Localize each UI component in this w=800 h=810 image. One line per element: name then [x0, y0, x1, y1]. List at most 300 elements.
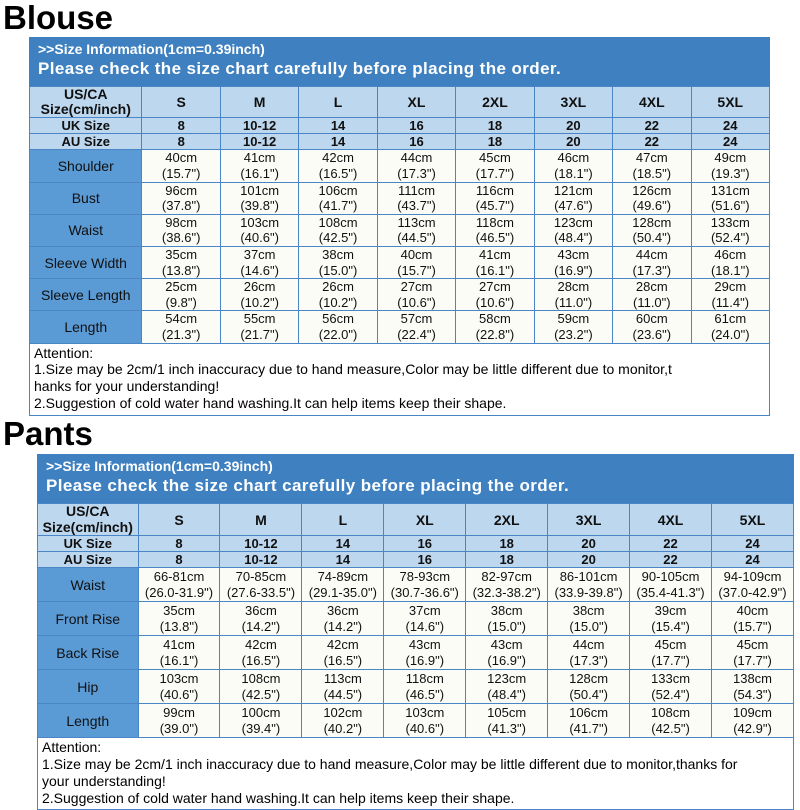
- inch-value: (37.8"): [161, 198, 201, 214]
- table-row: [30, 134, 770, 150]
- measurement-cell: [548, 568, 630, 602]
- us-ca-line1: US/CA: [65, 503, 110, 520]
- cm-value: 61cm: [714, 311, 747, 327]
- attention-line: 2.Suggestion of cold water hand washing.It can help items keep their shape.: [42, 789, 515, 806]
- inch-value: (15.7"): [733, 618, 772, 634]
- cm-value: 118cm: [405, 671, 444, 687]
- inch-value: (11.4"): [711, 294, 750, 310]
- table-row: [38, 636, 794, 670]
- cm-value: 27cm: [479, 279, 511, 295]
- cm-value: 36cm: [326, 603, 359, 619]
- cm-value: 123cm: [553, 214, 593, 230]
- cm-value: 66-81cm: [153, 569, 205, 585]
- measurement-cell: [534, 150, 612, 182]
- cm-value: 56cm: [322, 311, 354, 327]
- size-value-cell: 20: [548, 536, 630, 552]
- row-label: Waist: [30, 214, 142, 246]
- inch-value: (42.9"): [733, 720, 772, 736]
- inch-value: (10.2"): [318, 294, 358, 310]
- inch-value: (18.5"): [632, 166, 672, 182]
- inch-value: (47.6"): [554, 198, 593, 214]
- inch-value: (16.5"): [318, 166, 358, 182]
- measurement-cell: [548, 670, 630, 704]
- table-row: [30, 182, 770, 214]
- inch-value: (15.4"): [651, 618, 690, 634]
- inch-value: (22.0"): [318, 326, 358, 342]
- measurement-cell: [630, 568, 712, 602]
- table-row: [30, 279, 770, 311]
- size-header-cell: S: [138, 504, 220, 536]
- inch-value: (15.0"): [487, 618, 526, 634]
- inch-value: (23.2"): [554, 326, 593, 342]
- size-header-cell: 3XL: [534, 86, 612, 118]
- measurement-cell: [377, 246, 455, 278]
- cm-value: 43cm: [557, 246, 590, 262]
- measurement-cell: [466, 670, 548, 704]
- size-header-cell: M: [220, 86, 298, 118]
- inch-value: (46.5"): [405, 686, 445, 702]
- inch-value: (17.7"): [733, 652, 772, 668]
- cm-value: 131cm: [710, 182, 750, 198]
- measurement-cell: [456, 182, 534, 214]
- cm-value: 41cm: [163, 637, 195, 653]
- size-value-cell: 8: [142, 134, 220, 150]
- size-chart-notice: Please check the size chart carefully before placing the order.: [46, 476, 570, 496]
- inch-value: (17.7"): [651, 652, 690, 668]
- inch-value: (51.6"): [710, 198, 750, 214]
- inch-value: (52.4"): [651, 686, 690, 702]
- measurement-cell: [712, 704, 794, 738]
- measurement-cell: [302, 670, 384, 704]
- size-value-cell: 14: [302, 536, 384, 552]
- cm-value: 133cm: [710, 214, 750, 230]
- measurement-cell: [384, 568, 466, 602]
- measurement-cell: [548, 704, 630, 738]
- inch-value: (9.8"): [165, 294, 197, 310]
- us-ca-line1: US/CA: [63, 85, 108, 102]
- cm-value: 44cm: [635, 246, 668, 262]
- measurement-cell: [138, 602, 220, 636]
- cm-value: 25cm: [165, 279, 198, 295]
- inch-value: (11.0"): [633, 294, 671, 310]
- inch-value: (27.6-33.5"): [226, 584, 296, 600]
- cm-value: 37cm: [408, 603, 441, 619]
- size-header-cell: 3XL: [548, 504, 630, 536]
- cm-value: 38cm: [572, 603, 605, 619]
- inch-value: (26.0-31.9"): [144, 584, 214, 600]
- cm-value: 96cm: [165, 182, 198, 198]
- inch-value: (16.1"): [159, 652, 199, 668]
- cm-value: 43cm: [490, 637, 523, 653]
- cm-value: 100cm: [241, 705, 281, 721]
- measurement-cell: [534, 182, 612, 214]
- size-header-cell: M: [220, 504, 302, 536]
- cm-value: 113cm: [397, 214, 436, 230]
- pants-title: Pants: [3, 414, 93, 452]
- cm-value: 40cm: [400, 246, 433, 262]
- inch-value: (16.1"): [475, 262, 515, 278]
- inch-value: (19.3"): [710, 166, 750, 182]
- size-value-cell: 20: [548, 552, 630, 568]
- size-value-cell: 18: [456, 134, 534, 150]
- size-value-cell: 14: [302, 552, 384, 568]
- size-header-cell: XL: [377, 86, 455, 118]
- cm-value: 59cm: [557, 311, 590, 327]
- table-row: [38, 552, 794, 568]
- measurement-cell: [299, 311, 377, 343]
- measurement-cell: [691, 246, 769, 278]
- inch-value: (40.6"): [405, 720, 445, 736]
- measurement-cell: [220, 311, 298, 343]
- inch-value: (45.7"): [475, 198, 515, 214]
- inch-value: (35.4-41.3"): [636, 584, 705, 600]
- measurement-cell: [142, 246, 220, 278]
- inch-value: (10.2"): [240, 294, 279, 310]
- table-row: [30, 118, 770, 134]
- measurement-cell: [630, 670, 712, 704]
- measurement-cell: [302, 704, 384, 738]
- row-label: Waist: [38, 568, 139, 602]
- table-row: [30, 311, 770, 343]
- measurement-cell: [384, 670, 466, 704]
- size-value-cell: 16: [384, 536, 466, 552]
- table-row: [30, 246, 770, 278]
- row-label: AU Size: [30, 134, 142, 150]
- measurement-cell: [220, 279, 298, 311]
- measurement-cell: [630, 704, 712, 738]
- cm-value: 98cm: [165, 214, 198, 230]
- measurement-cell: [534, 311, 612, 343]
- pants-attention-note: [37, 738, 794, 810]
- attention-line: 1.Size may be 2cm/1 inch inaccuracy due to hand measure,Color may be little different due to monitor,thanks for: [42, 755, 738, 772]
- cm-value: 43cm: [408, 637, 441, 653]
- row-label: Front Rise: [38, 602, 139, 636]
- cm-value: 35cm: [163, 603, 195, 619]
- row-label: Shoulder: [30, 150, 142, 182]
- inch-value: (44.5"): [323, 686, 363, 702]
- measurement-cell: [220, 568, 302, 602]
- measurement-cell: [456, 311, 534, 343]
- size-header-cell: S: [142, 86, 220, 118]
- size-value-cell: 16: [377, 134, 455, 150]
- cm-value: 108cm: [651, 705, 691, 721]
- inch-value: (33.9-39.8"): [554, 584, 623, 600]
- cm-value: 103cm: [240, 214, 280, 230]
- size-value-cell: 16: [377, 118, 455, 134]
- cm-value: 118cm: [475, 214, 514, 230]
- measurement-cell: [220, 182, 298, 214]
- row-label: Length: [38, 704, 139, 738]
- measurement-cell: [220, 214, 298, 246]
- inch-value: (32.3-38.2"): [472, 584, 541, 600]
- measurement-cell: [534, 279, 612, 311]
- size-header-cell: L: [299, 86, 377, 118]
- inch-value: (16.5"): [241, 652, 281, 668]
- inch-value: (17.3"): [569, 652, 608, 668]
- inch-value: (14.2"): [323, 618, 363, 634]
- measurement-cell: [377, 279, 455, 311]
- row-label: AU Size: [38, 552, 139, 568]
- cm-value: 106cm: [318, 182, 358, 198]
- attention-line: 2.Suggestion of cold water hand washing.It can help items keep their shape.: [34, 394, 507, 411]
- cm-value: 86-101cm: [559, 569, 618, 585]
- inch-value: (40.6"): [240, 230, 279, 246]
- measurement-cell: [220, 670, 302, 704]
- size-value-cell: 18: [466, 552, 548, 568]
- us-ca-size-header: [30, 86, 142, 118]
- cm-value: 45cm: [736, 637, 769, 653]
- attention-line: Attention:: [42, 739, 102, 756]
- cm-value: 54cm: [165, 311, 198, 327]
- blouse-table-block: [29, 37, 770, 416]
- measurement-cell: [691, 214, 769, 246]
- inch-value: (24.0"): [710, 326, 750, 342]
- size-chart-notice: Please check the size chart carefully before placing the order.: [38, 58, 562, 78]
- cm-value: 44cm: [400, 150, 433, 166]
- cm-value: 26cm: [322, 279, 354, 295]
- us-ca-size-header: [38, 504, 139, 536]
- measurement-cell: [220, 636, 302, 670]
- inch-value: (42.5"): [651, 720, 690, 736]
- size-value-cell: 20: [534, 118, 612, 134]
- cm-value: 133cm: [651, 671, 691, 687]
- inch-value: (22.8"): [475, 326, 515, 342]
- inch-value: (40.6"): [159, 686, 199, 702]
- measurement-cell: [142, 150, 220, 182]
- measurement-cell: [456, 150, 534, 182]
- inch-value: (18.1"): [554, 166, 593, 182]
- measurement-cell: [548, 636, 630, 670]
- measurement-cell: [377, 182, 455, 214]
- inch-value: (16.9"): [405, 652, 445, 668]
- inch-value: (41.7"): [569, 720, 608, 736]
- cm-value: 27cm: [400, 279, 433, 295]
- measurement-cell: [456, 246, 534, 278]
- size-header-cell: XL: [384, 504, 466, 536]
- size-value-cell: 24: [712, 536, 794, 552]
- inch-value: (50.4"): [632, 230, 672, 246]
- cm-value: 57cm: [400, 311, 433, 327]
- cm-value: 41cm: [243, 150, 276, 166]
- row-label: Length: [30, 311, 142, 343]
- measurement-cell: [548, 602, 630, 636]
- measurement-cell: [299, 182, 377, 214]
- cm-value: 113cm: [323, 671, 362, 687]
- inch-value: (46.5"): [475, 230, 515, 246]
- row-label: Hip: [38, 670, 139, 704]
- cm-value: 121cm: [553, 182, 593, 198]
- measurement-cell: [691, 182, 769, 214]
- measurement-cell: [691, 311, 769, 343]
- row-label: Bust: [30, 182, 142, 214]
- inch-value: (48.4"): [554, 230, 593, 246]
- measurement-cell: [138, 636, 220, 670]
- inch-value: (38.6"): [161, 230, 201, 246]
- table-row: [38, 568, 794, 602]
- us-ca-line2: Size(cm/inch): [42, 518, 133, 535]
- cm-value: 47cm: [635, 150, 668, 166]
- cm-value: 103cm: [405, 705, 445, 721]
- measurement-cell: [142, 311, 220, 343]
- inch-value: (15.0"): [569, 618, 608, 634]
- cm-value: 126cm: [632, 182, 672, 198]
- inch-value: (41.3"): [487, 720, 526, 736]
- cm-value: 35cm: [165, 246, 198, 262]
- inch-value: (13.8"): [159, 618, 199, 634]
- measurement-cell: [613, 279, 691, 311]
- table-row: [30, 150, 770, 182]
- cm-value: 41cm: [479, 246, 511, 262]
- measurement-cell: [299, 279, 377, 311]
- inch-value: (17.7"): [475, 166, 515, 182]
- pants-size-table: [37, 503, 794, 738]
- size-value-cell: 20: [534, 134, 612, 150]
- size-information-heading: >>Size Information(1cm=0.39inch): [38, 40, 265, 57]
- measurement-cell: [534, 214, 612, 246]
- inch-value: (49.6"): [632, 198, 672, 214]
- cm-value: 103cm: [159, 671, 199, 687]
- inch-value: (30.7-36.6"): [390, 584, 459, 600]
- cm-value: 36cm: [245, 603, 277, 619]
- measurement-cell: [712, 602, 794, 636]
- cm-value: 42cm: [326, 637, 359, 653]
- row-label: UK Size: [30, 118, 142, 134]
- cm-value: 42cm: [322, 150, 354, 166]
- measurement-cell: [466, 636, 548, 670]
- measurement-cell: [630, 636, 712, 670]
- cm-value: 28cm: [635, 279, 668, 295]
- measurement-cell: [712, 670, 794, 704]
- measurement-cell: [220, 704, 302, 738]
- measurement-cell: [138, 704, 220, 738]
- inch-value: (16.9"): [554, 262, 593, 278]
- size-header-cell: 2XL: [456, 86, 534, 118]
- measurement-cell: [466, 602, 548, 636]
- size-value-cell: 14: [299, 134, 377, 150]
- inch-value: (29.1-35.0"): [308, 584, 377, 600]
- inch-value: (21.7"): [240, 326, 279, 342]
- cm-value: 55cm: [243, 311, 276, 327]
- size-value-cell: 24: [712, 552, 794, 568]
- cm-value: 109cm: [732, 705, 773, 721]
- inch-value: (48.4"): [487, 686, 526, 702]
- cm-value: 128cm: [569, 671, 609, 687]
- pants-section: [0, 416, 800, 810]
- cm-value: 74-89cm: [317, 569, 369, 585]
- inch-value: (42.5"): [318, 230, 358, 246]
- size-value-cell: 22: [613, 134, 691, 150]
- size-value-cell: 18: [466, 536, 548, 552]
- cm-value: 38cm: [490, 603, 523, 619]
- cm-value: 138cm: [732, 671, 773, 687]
- size-value-cell: 10-12: [220, 134, 298, 150]
- size-value-cell: 22: [630, 536, 712, 552]
- table-row: [38, 602, 794, 636]
- cm-value: 45cm: [479, 150, 511, 166]
- us-ca-line2: Size(cm/inch): [40, 101, 131, 118]
- cm-value: 49cm: [714, 150, 747, 166]
- measurement-cell: [220, 150, 298, 182]
- inch-value: (16.5"): [323, 652, 363, 668]
- size-value-cell: 24: [691, 118, 769, 134]
- size-value-cell: 18: [456, 118, 534, 134]
- cm-value: 111cm: [397, 182, 436, 198]
- cm-value: 123cm: [487, 671, 527, 687]
- inch-value: (39.8"): [240, 198, 279, 214]
- size-header-cell: L: [302, 504, 384, 536]
- cm-value: 39cm: [654, 603, 687, 619]
- measurement-cell: [691, 279, 769, 311]
- inch-value: (15.0"): [318, 262, 358, 278]
- blouse-header-band: [29, 37, 770, 86]
- measurement-cell: [142, 182, 220, 214]
- inch-value: (41.7"): [318, 198, 358, 214]
- measurement-cell: [384, 602, 466, 636]
- row-label: Sleeve Length: [30, 279, 142, 311]
- size-value-cell: 8: [138, 536, 220, 552]
- cm-value: 108cm: [318, 214, 358, 230]
- inch-value: (54.3"): [733, 686, 772, 702]
- size-value-cell: 16: [384, 552, 466, 568]
- measurement-cell: [466, 568, 548, 602]
- size-header-cell: 5XL: [691, 86, 769, 118]
- blouse-size-table: [29, 86, 770, 344]
- size-header-cell: 5XL: [712, 504, 794, 536]
- size-header-cell: 2XL: [466, 504, 548, 536]
- inch-value: (22.4"): [397, 326, 436, 342]
- cm-value: 38cm: [322, 246, 354, 262]
- cm-value: 26cm: [243, 279, 276, 295]
- inch-value: (37.0-42.9"): [718, 584, 787, 600]
- inch-value: (52.4"): [710, 230, 750, 246]
- cm-value: 82-97cm: [481, 569, 532, 585]
- size-value-cell: 10-12: [220, 536, 302, 552]
- inch-value: (21.3"): [161, 326, 201, 342]
- row-label: UK Size: [38, 536, 139, 552]
- cm-value: 128cm: [632, 214, 672, 230]
- cm-value: 58cm: [479, 311, 511, 327]
- inch-value: (39.4"): [241, 720, 281, 736]
- table-row: [38, 536, 794, 552]
- inch-value: (18.1"): [710, 262, 750, 278]
- cm-value: 29cm: [714, 279, 747, 295]
- measurement-cell: [613, 182, 691, 214]
- size-value-cell: 10-12: [220, 118, 298, 134]
- inch-value: (15.7"): [397, 262, 436, 278]
- cm-value: 106cm: [569, 705, 609, 721]
- measurement-cell: [299, 150, 377, 182]
- inch-value: (40.2"): [323, 720, 363, 736]
- cm-value: 37cm: [243, 246, 276, 262]
- cm-value: 40cm: [736, 603, 769, 619]
- measurement-cell: [613, 246, 691, 278]
- inch-value: (16.1"): [240, 166, 279, 182]
- measurement-cell: [220, 602, 302, 636]
- size-information-heading: >>Size Information(1cm=0.39inch): [46, 458, 273, 475]
- measurement-cell: [302, 636, 384, 670]
- pants-table-block: [37, 454, 794, 810]
- measurement-cell: [712, 568, 794, 602]
- cm-value: 101cm: [240, 182, 280, 198]
- measurement-cell: [456, 214, 534, 246]
- size-value-cell: 8: [138, 552, 220, 568]
- inch-value: (11.0"): [554, 294, 593, 310]
- table-row: [30, 214, 770, 246]
- size-header-cell: 4XL: [613, 86, 691, 118]
- measurement-cell: [384, 704, 466, 738]
- blouse-attention-note: [29, 344, 770, 416]
- inch-value: (14.6"): [240, 262, 279, 278]
